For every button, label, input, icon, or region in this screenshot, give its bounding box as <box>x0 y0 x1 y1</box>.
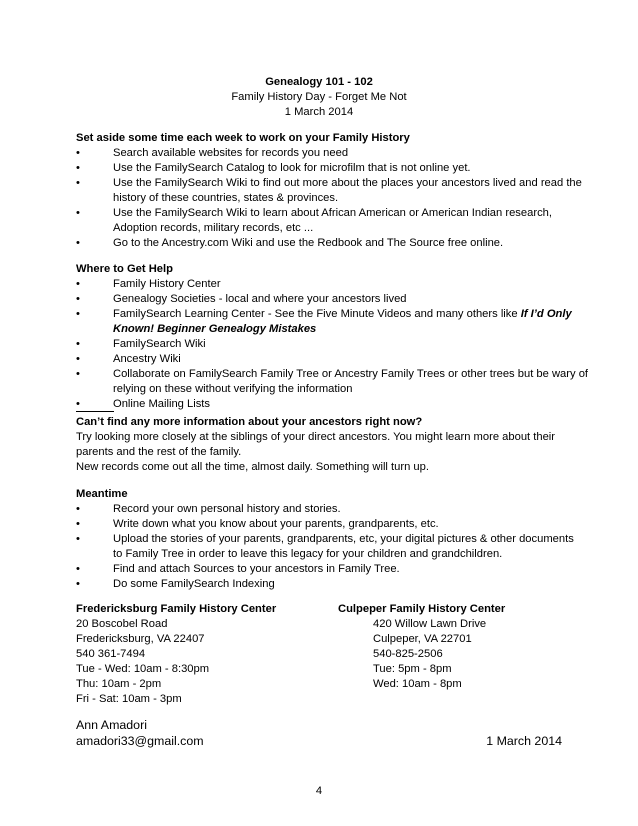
bullet: • <box>76 177 80 189</box>
list-item: FamilySearch Wiki <box>113 338 206 350</box>
center-phone: 540 361-7494 <box>76 648 146 660</box>
list-item-cont: relying on these without verifying the information <box>113 383 353 395</box>
center-hours: Tue - Wed: 10am - 8:30pm <box>76 663 210 675</box>
list-item-cont: history of these countries, states & provinces. <box>113 192 339 204</box>
bullet: • <box>76 162 80 174</box>
list-item: Do some FamilySearch Indexing <box>113 578 275 590</box>
bullet: • <box>76 293 80 305</box>
bullet: • <box>76 368 80 380</box>
doc-date: 1 March 2014 <box>284 106 354 118</box>
list-item: Use the FamilySearch Wiki to learn about African American or American Indian research, <box>113 207 552 219</box>
section-divider <box>76 411 114 412</box>
list-item-cont: Adoption records, military records, etc ... <box>113 222 314 234</box>
list-item: Family History Center <box>113 278 221 290</box>
center-hours: Fri - Sat: 10am - 3pm <box>76 693 182 705</box>
section4-heading: Meantime <box>76 488 128 500</box>
bullet: • <box>76 207 80 219</box>
emphasized-title: If I’d Only <box>520 308 572 320</box>
bullet: • <box>76 533 80 545</box>
doc-subtitle: Family History Day - Forget Me Not <box>231 91 407 103</box>
list-item-cont: Known! Beginner Genealogy Mistakes <box>113 323 317 335</box>
center-name: Culpeper Family History Center <box>338 603 506 615</box>
center-hours: Tue: 5pm - 8pm <box>373 663 452 675</box>
paragraph-line: parents and the rest of the family. <box>76 446 242 458</box>
list-item: Search available websites for records you need <box>113 147 349 159</box>
list-item: Write down what you know about your parents, grandparents, etc. <box>113 518 439 530</box>
list-item: Record your own personal history and stories. <box>113 503 341 515</box>
list-item <box>113 307 572 322</box>
center-city: Fredericksburg, VA 22407 <box>76 633 205 645</box>
author-name: Ann Amadori <box>76 718 147 732</box>
list-item-text: FamilySearch Learning Center - See the Five Minute Videos and many others like <box>113 308 521 320</box>
bullet: • <box>76 353 80 365</box>
list-item: Online Mailing Lists <box>113 398 211 410</box>
center-address: 420 Willow Lawn Drive <box>373 618 487 630</box>
bullet: • <box>76 338 80 350</box>
bullet: • <box>76 147 80 159</box>
list-item: Genealogy Societies - local and where your ancestors lived <box>113 293 407 305</box>
center-phone: 540-825-2506 <box>373 648 443 660</box>
center-name: Fredericksburg Family History Center <box>76 603 277 615</box>
bullet: • <box>76 503 80 515</box>
paragraph-line: Try looking more closely at the siblings of your direct ancestors. You might learn more about their <box>76 431 556 443</box>
list-item: Use the FamilySearch Catalog to look for microfilm that is not online yet. <box>113 162 471 174</box>
bullet: • <box>76 278 80 290</box>
bullet: • <box>76 398 80 410</box>
list-item: Go to the Ancestry.com Wiki and use the Redbook and The Source free online. <box>113 237 504 249</box>
list-item: Ancestry Wiki <box>113 353 181 365</box>
section3-heading: Can’t find any more information about your ancestors right now? <box>76 416 423 428</box>
author-email[interactable]: amadori33@gmail.com <box>76 734 204 748</box>
bullet: • <box>76 237 80 249</box>
page-number: 4 <box>315 785 323 797</box>
doc-title: Genealogy 101 - 102 <box>265 76 373 88</box>
center-hours: Wed: 10am - 8pm <box>373 678 462 690</box>
bullet: • <box>76 563 80 575</box>
list-item: Use the FamilySearch Wiki to find out more about the places your ancestors lived and read the <box>113 177 582 189</box>
bullet: • <box>76 578 80 590</box>
center-city: Culpeper, VA 22701 <box>373 633 472 645</box>
section2-heading: Where to Get Help <box>76 263 173 275</box>
center-hours: Thu: 10am - 2pm <box>76 678 162 690</box>
bullet: • <box>76 518 80 530</box>
signature-date: 1 March 2014 <box>486 734 562 748</box>
list-item: Find and attach Sources to your ancestors in Family Tree. <box>113 563 400 575</box>
center-address: 20 Boscobel Road <box>76 618 168 630</box>
list-item: Collaborate on FamilySearch Family Tree or Ancestry Family Trees or other trees but be wary of <box>113 368 589 380</box>
list-item-cont: to Family Tree in order to leave this legacy for your children and grandchildren. <box>113 548 503 560</box>
section1-heading: Set aside some time each week to work on your Family History <box>76 132 410 144</box>
paragraph-line: New records come out all the time, almost daily. Something will turn up. <box>76 461 429 473</box>
bullet: • <box>76 308 80 320</box>
list-item: Upload the stories of your parents, grandparents, etc, your digital pictures & other documents <box>113 533 574 545</box>
